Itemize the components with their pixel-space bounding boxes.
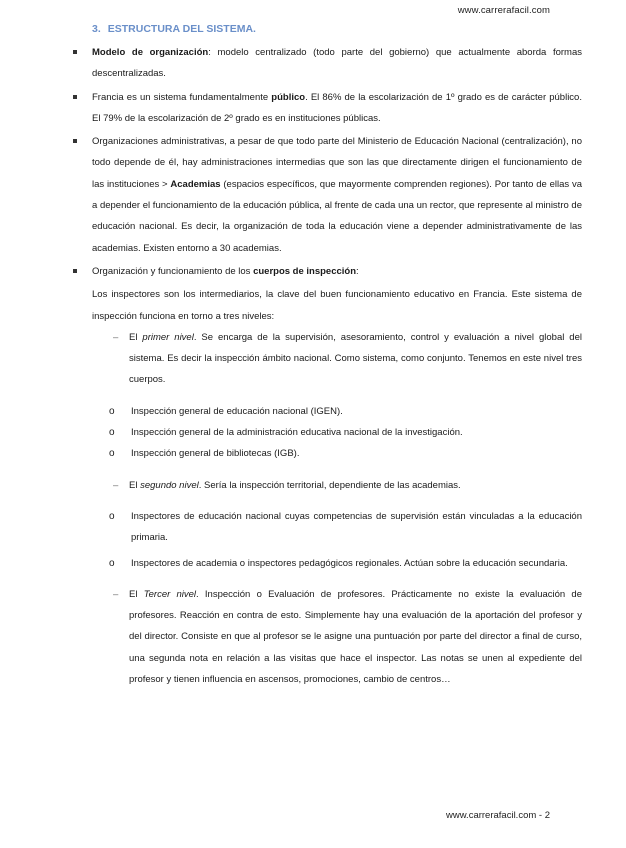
level-text	[129, 327, 582, 391]
circle-bullet-icon: o	[109, 557, 115, 569]
list-item	[109, 422, 582, 443]
level-name: primer nivel	[142, 331, 194, 343]
bold-term: público	[271, 91, 306, 103]
square-bullet-icon	[73, 50, 77, 54]
bullet-inspection-bodies	[92, 261, 582, 282]
second-level-bodies-list	[92, 506, 582, 574]
dash-marker: –	[113, 331, 119, 343]
bullet-text	[92, 42, 582, 85]
bullet-organization-model	[92, 42, 582, 85]
bold-term: cuerpos de inspección	[253, 265, 357, 277]
bullet-administrative-organizations	[92, 131, 582, 259]
bullet-body: Organización y funcionamiento de los	[92, 265, 254, 277]
list-item-text: Inspección general de la administración educativa nacional de la investigación.	[131, 427, 463, 439]
circle-bullet-icon: o	[109, 448, 115, 460]
bold-term: Academias	[170, 178, 221, 190]
level-name: segundo nivel	[140, 479, 199, 491]
section-heading	[92, 23, 256, 35]
level-name: Tercer nivel	[143, 588, 197, 600]
level-prefix: El	[129, 479, 141, 491]
footer-site-page[interactable]: www.carrerafacil.com - 2	[446, 810, 550, 821]
section-number: 3.	[92, 23, 101, 35]
header-site-url[interactable]: www.carrerafacil.com	[457, 5, 550, 16]
list-item-text: Inspección general de educación nacional (IGEN).	[131, 405, 343, 417]
bullet-text	[92, 261, 582, 282]
level-body: . Inspección o Evaluación de profesores. Prácticamente no existe la evaluación de profesores. Reacción en contra de esto. Simplemente hay una evaluación de la aportación del profesor y del director. Consiste en que al profesor se le asigne una puntuación por parte del director a final de curso, una segunda nota en relación a las visitas que hace el inspector. Las notas se unen al expediente del profesor y tienen influencia en ascensos, promociones, cambio de centros…	[129, 588, 582, 686]
bullet-body: Organizaciones administrativas, a pesar de que todo parte del Ministerio de Educación Nacional (centralización), no todo depende de él, hay administraciones intermedias que son las que directamente dirigen el funcionamiento de las instituciones >	[92, 136, 582, 190]
circle-bullet-icon: o	[109, 405, 115, 417]
square-bullet-icon	[73, 269, 77, 273]
bullet-body: :	[356, 265, 359, 277]
list-item	[109, 553, 582, 574]
level-prefix: El	[129, 331, 143, 343]
level-text	[129, 584, 582, 690]
level-second	[113, 475, 582, 496]
dash-marker: –	[113, 479, 119, 491]
inspection-intro-paragraph: Los inspectores son los intermediarios, la clave del buen funcionamiento educativo en Francia. Este sistema de inspección funciona en torno a tres niveles:	[92, 289, 582, 322]
bullet-text	[92, 131, 582, 259]
bullet-body: Francia es un sistema fundamentalmente	[92, 91, 272, 103]
level-text	[129, 475, 582, 496]
list-item	[109, 506, 582, 549]
circle-bullet-icon: o	[109, 510, 115, 522]
bullet-body: . El 86% de la escolarización de 1º grado es de carácter público. El 79% de la escolarización de 2º grado es en instituciones públicas.	[92, 91, 582, 124]
bullet-text	[92, 87, 582, 130]
level-body: . Se encarga de la supervisión, asesoramiento, control y evaluación a nivel global del sistema. Es decir la inspección ámbito nacional. Como sistema, como conjunto. Tenemos en este nivel tres cuerpos.	[129, 331, 582, 386]
level-third	[113, 584, 582, 690]
section-title: ESTRUCTURA DEL SISTEMA.	[107, 23, 256, 35]
list-item	[109, 401, 582, 422]
square-bullet-icon	[73, 95, 77, 99]
document-body	[92, 42, 582, 700]
list-item-text: Inspección general de bibliotecas (IGB).	[131, 448, 300, 460]
bullet-body: (espacios específicos, que mayormente comprenden regiones). Por tanto de ellas va a depender el funcionamiento de la educación pública, al frente de cada una un rector, que represente al ministro de educación nacional. Es decir, la organización de toda la educación viene a depender administrativamente de las academias. Existen entorno a 30 academias.	[92, 178, 583, 254]
square-bullet-icon	[73, 139, 77, 143]
bold-term: Modelo de organización	[92, 47, 209, 58]
level-first	[113, 327, 582, 391]
list-item-text: Inspectores de academia o inspectores pedagógicos regionales. Actúan sobre la educación secundaria.	[131, 557, 568, 569]
first-level-bodies-list	[92, 401, 582, 465]
bullet-public-system	[92, 87, 582, 130]
list-item-text: Inspectores de educación nacional cuyas competencias de supervisión están vinculadas a la educación primaria.	[131, 510, 582, 544]
dash-marker: –	[113, 588, 119, 600]
list-item	[109, 443, 582, 464]
level-body: . Sería la inspección territorial, dependiente de las academias.	[198, 479, 461, 491]
level-prefix: El	[129, 588, 144, 600]
circle-bullet-icon: o	[109, 427, 115, 439]
bullet-body: : modelo centralizado (todo parte del gobierno) que actualmente aborda formas descentralizadas.	[92, 47, 583, 80]
